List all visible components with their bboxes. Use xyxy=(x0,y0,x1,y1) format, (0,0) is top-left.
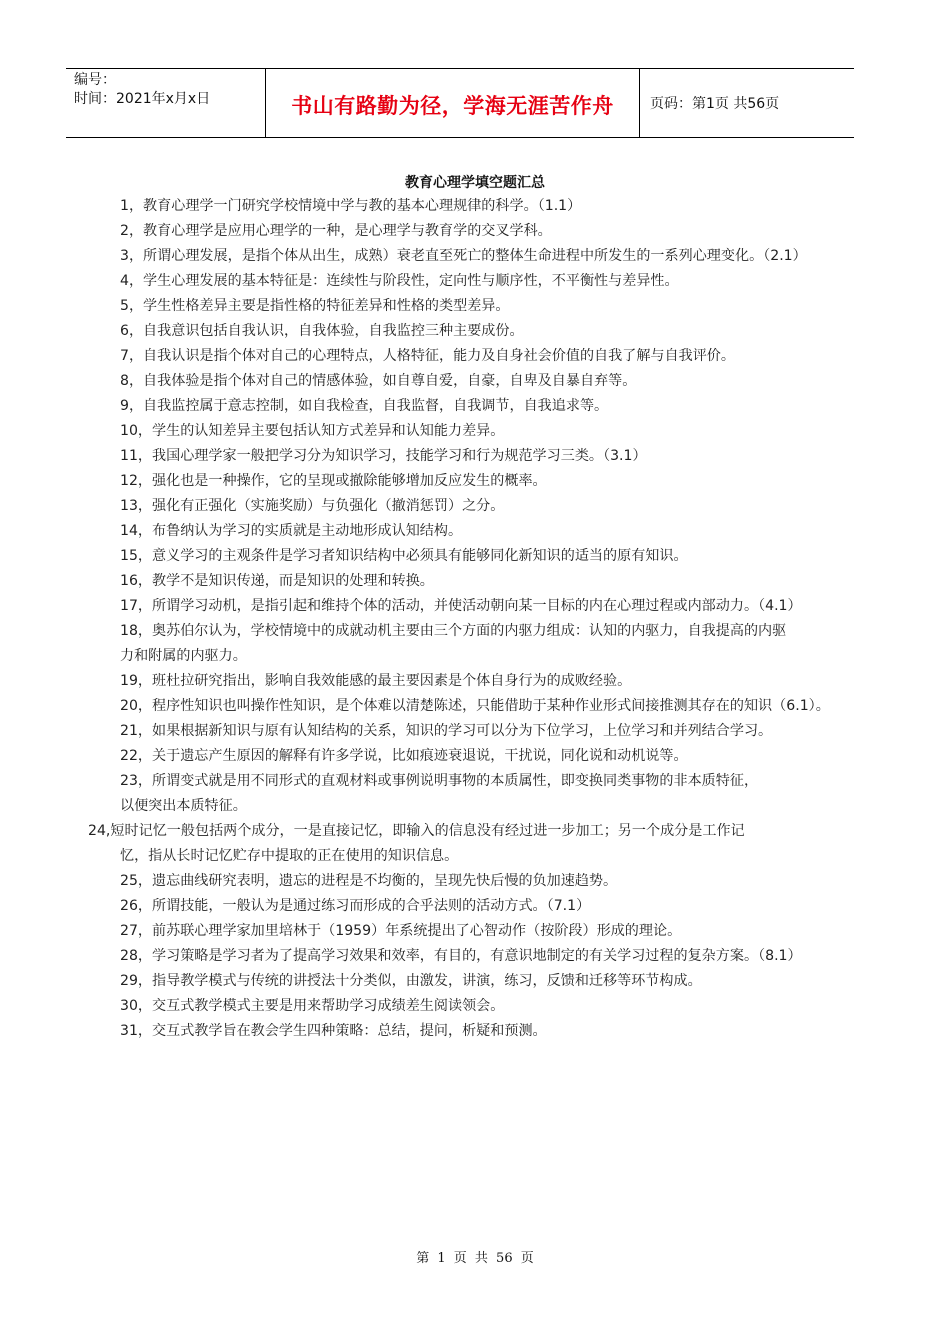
paragraph: 28，学习策略是学习者为了提高学习效果和效率，有目的，有意识地制定的有关学习过程的复杂方案。（8.1） xyxy=(120,948,802,964)
document-header xyxy=(66,68,854,138)
document-body xyxy=(88,194,858,1044)
paragraph: 26，所谓技能，一般认为是通过练习而形成的合乎法则的活动方式。（7.1） xyxy=(120,898,591,914)
document-title: 教育心理学填空题汇总 xyxy=(405,175,545,191)
header-meta-cell xyxy=(66,69,265,137)
paragraph: 25，遗忘曲线研究表明，遗忘的进程是不均衡的，呈现先快后慢的负加速趋势。 xyxy=(120,873,618,889)
paragraph: 8，自我体验是指个体对自己的情感体验，如自尊自爱，自豪，自卑及自暴自弃等。 xyxy=(120,373,637,389)
paragraph: 4，学生心理发展的基本特征是：连续性与阶段性，定向性与顺序性，不平衡性与差异性。 xyxy=(120,273,679,289)
paragraph: 2，教育心理学是应用心理学的一种，是心理学与教育学的交叉学科。 xyxy=(120,223,552,239)
paragraph: 10，学生的认知差异主要包括认知方式差异和认知能力差异。 xyxy=(120,423,505,439)
paragraph: 6，自我意识包括自我认识，自我体验，自我监控三种主要成份。 xyxy=(120,323,524,339)
paragraph: 27，前苏联心理学家加里培林于（1959）年系统提出了心智动作（按阶段）形成的理论。 xyxy=(120,923,682,939)
page-footer: 第 1 页 共 56 页 xyxy=(416,1251,534,1266)
page-info: 页码：第1页 共56页 xyxy=(650,96,780,112)
paragraph: 29，指导教学模式与传统的讲授法十分类似，由激发，讲演，练习，反馈和迁移等环节构成。 xyxy=(120,973,702,989)
paragraph: 11，我国心理学家一般把学习分为知识学习，技能学习和行为规范学习三类。（3.1） xyxy=(120,448,647,464)
paragraph: 3，所谓心理发展，是指个体从出生，成熟）衰老直至死亡的整体生命进程中所发生的一系列心理变化。（2.1） xyxy=(120,248,807,264)
number-label: 编号： xyxy=(74,72,116,88)
paragraph: 14，布鲁纳认为学习的实质就是主动地形成认知结构。 xyxy=(120,523,463,539)
time-label: 时间：2021年x月x日 xyxy=(74,91,211,107)
paragraph: 18，奥苏伯尔认为，学校情境中的成就动机主要由三个方面的内驱力组成：认知的内驱力，自我提高的内驱 xyxy=(120,623,787,639)
paragraph: 13，强化有正强化（实施奖励）与负强化（撤消惩罚）之分。 xyxy=(120,498,505,514)
paragraph-continuation: 忆，指从长时记忆贮存中提取的正在使用的知识信息。 xyxy=(120,848,459,864)
paragraph: 9，自我监控属于意志控制，如自我检查，自我监督，自我调节，自我追求等。 xyxy=(120,398,609,414)
paragraph: 24,短时记忆一般包括两个成分，一是直接记忆，即输入的信息没有经过进一步加工；另一个成分是工作记 xyxy=(88,823,745,839)
paragraph: 5，学生性格差异主要是指性格的特征差异和性格的类型差异。 xyxy=(120,298,510,314)
header-motto: 书山有路勤为径，学海无涯苦作舟 xyxy=(291,94,614,118)
paragraph: 31，交互式教学旨在教会学生四种策略：总结，提问，析疑和预测。 xyxy=(120,1023,547,1039)
paragraph: 7，自我认识是指个体对自己的心理特点，人格特征，能力及自身社会价值的自我了解与自我评价。 xyxy=(120,348,735,364)
paragraph: 17，所谓学习动机，是指引起和维持个体的活动，并使活动朝向某一目标的内在心理过程或内部动力。（4.1） xyxy=(120,598,802,614)
paragraph: 21，如果根据新知识与原有认知结构的关系，知识的学习可以分为下位学习，上位学习和并列结合学习。 xyxy=(120,723,773,739)
paragraph: 12，强化也是一种操作，它的呈现或撤除能够增加反应发生的概率。 xyxy=(120,473,547,489)
paragraph: 20，程序性知识也叫操作性知识，是个体难以清楚陈述，只能借助于某种作业形式间接推测其存在的知识（6.1）。 xyxy=(120,698,830,714)
paragraph-continuation: 以便突出本质特征。 xyxy=(120,798,247,814)
paragraph: 15，意义学习的主观条件是学习者知识结构中必须具有能够同化新知识的适当的原有知识。 xyxy=(120,548,688,564)
paragraph: 30，交互式教学模式主要是用来帮助学习成绩差生阅读领会。 xyxy=(120,998,505,1014)
paragraph: 19，班杜拉研究指出，影响自我效能感的最主要因素是个体自身行为的成败经验。 xyxy=(120,673,632,689)
header-motto-cell xyxy=(265,69,640,137)
paragraph-continuation: 力和附属的内驱力。 xyxy=(120,648,247,664)
header-page-cell xyxy=(640,69,854,137)
paragraph: 16，教学不是知识传递，而是知识的处理和转换。 xyxy=(120,573,434,589)
paragraph: 1，教育心理学一门研究学校情境中学与教的基本心理规律的科学。（1.1） xyxy=(120,198,582,214)
paragraph: 22，关于遗忘产生原因的解释有许多学说，比如痕迹衰退说，干扰说，同化说和动机说等。 xyxy=(120,748,688,764)
paragraph: 23，所谓变式就是用不同形式的直观材料或事例说明事物的本质属性，即变换同类事物的非本质特征， xyxy=(120,773,759,789)
